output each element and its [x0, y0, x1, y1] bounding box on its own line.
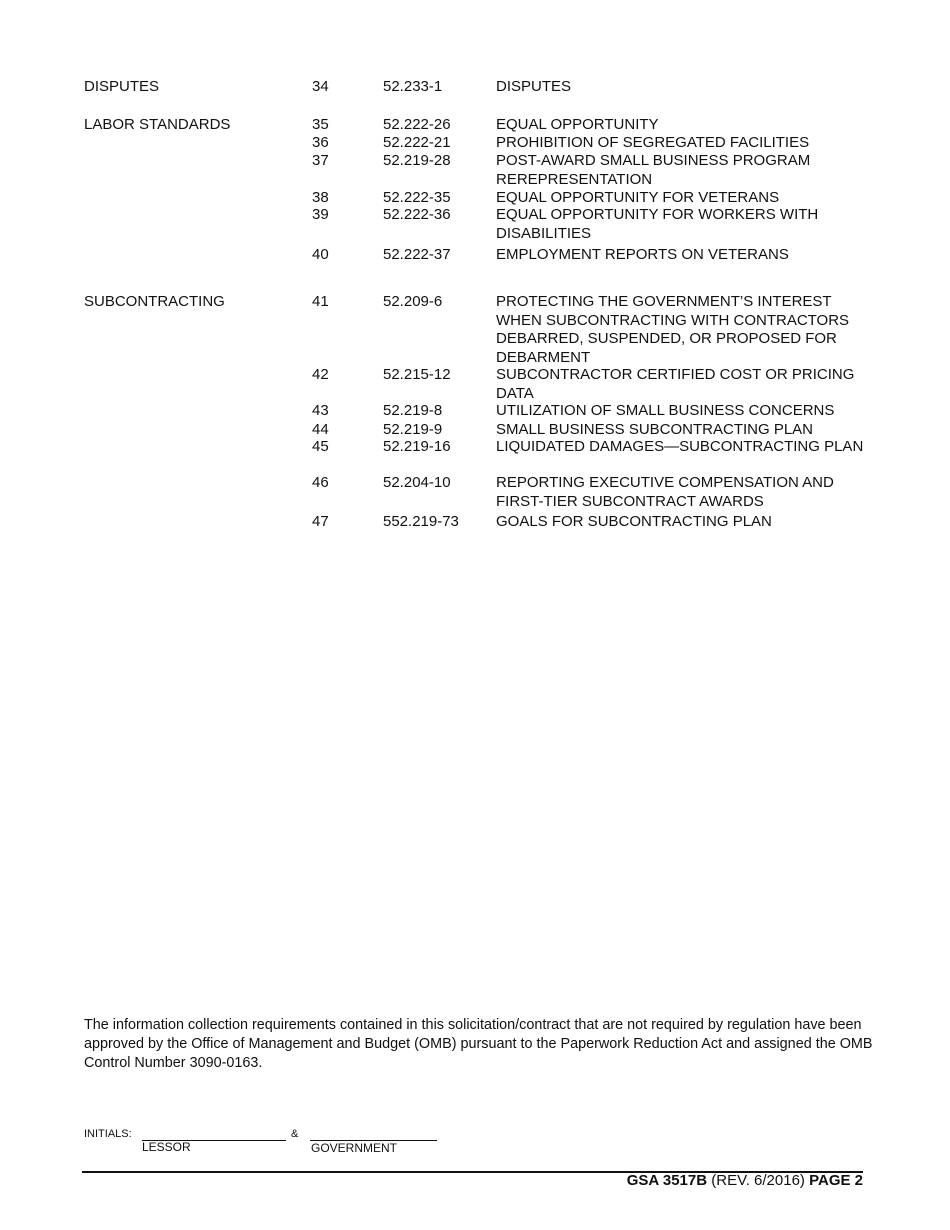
clause-number: 42 [312, 366, 329, 383]
clause-title: REPORTING EXECUTIVE COMPENSATION AND FIRST-TIER SUBCONTRACT AWARDS [496, 474, 834, 510]
clause-citation: 52.209-6 [383, 293, 443, 310]
clause-number: 47 [312, 513, 329, 530]
clause-number: 40 [312, 246, 329, 263]
clause-number: 45 [312, 438, 329, 455]
clause-title: UTILIZATION OF SMALL BUSINESS CONCERNS [496, 402, 835, 419]
form-id: GSA 3517B [626, 1172, 708, 1189]
clause-title: SUBCONTRACTOR CERTIFIED COST OR PRICING DATA [496, 366, 855, 402]
clause-number: 35 [312, 116, 329, 133]
clause-title: GOALS FOR SUBCONTRACTING PLAN [496, 513, 772, 530]
clause-citation: 52.222-35 [383, 189, 451, 206]
clause-citation: 52.219-9 [383, 421, 443, 438]
omb-notice: The information collection requirements contained in this solicitation/contract that are not required by regulation have been approved by the Office of Management and Budget (OMB) pursuant to the Paperwork Reduction Act and assigned the OMB Control Number 3090-0163. [84, 1017, 873, 1071]
clause-citation: 52.215-12 [383, 366, 451, 383]
section-category: LABOR STANDARDS [84, 116, 231, 133]
section-category: SUBCONTRACTING [84, 293, 225, 310]
clause-citation: 52.222-21 [383, 134, 451, 151]
clause-number: 38 [312, 189, 329, 206]
form-revision: (REV. 6/2016) [711, 1172, 805, 1189]
clause-citation: 52.222-36 [383, 206, 451, 223]
clause-number: 43 [312, 402, 329, 419]
clause-title: EQUAL OPPORTUNITY FOR WORKERS WITH DISABILITIES [496, 206, 819, 242]
initials-label: INITIALS: [84, 1128, 132, 1140]
clause-citation: 52.219-16 [383, 438, 451, 455]
clause-title: POST-AWARD SMALL BUSINESS PROGRAM REREPRESENTATION [496, 152, 811, 188]
clause-number: 34 [312, 78, 329, 95]
clause-title: LIQUIDATED DAMAGES—SUBCONTRACTING PLAN [496, 438, 864, 455]
clause-title: EQUAL OPPORTUNITY FOR VETERANS [496, 189, 780, 206]
ampersand: & [291, 1128, 299, 1140]
clause-citation: 52.233-1 [383, 78, 443, 95]
clause-citation: 52.222-37 [383, 246, 451, 263]
clause-citation: 52.219-28 [383, 152, 451, 169]
clause-title: EMPLOYMENT REPORTS ON VETERANS [496, 246, 789, 263]
clause-citation: 52.219-8 [383, 402, 443, 419]
clause-citation: 552.219-73 [383, 513, 459, 530]
clause-number: 41 [312, 293, 329, 310]
lessor-label: LESSOR [142, 1140, 191, 1154]
page-footer [627, 1172, 863, 1189]
clause-citation: 52.222-26 [383, 116, 451, 133]
government-label: GOVERNMENT [311, 1141, 398, 1155]
clause-title: PROHIBITION OF SEGREGATED FACILITIES [496, 134, 810, 151]
clause-title: DISPUTES [496, 78, 572, 95]
clause-number: 37 [312, 152, 329, 169]
clause-citation: 52.204-10 [383, 474, 451, 491]
clause-number: 39 [312, 206, 329, 223]
clause-number: 44 [312, 421, 329, 438]
clause-title: PROTECTING THE GOVERNMENT’S INTEREST WHEN SUBCONTRACTING WITH CONTRACTORS DEBARRED, SUSPENDED, OR PROPOSED FOR DEBARMENT [496, 293, 850, 367]
clause-number: 36 [312, 134, 329, 151]
clause-title: SMALL BUSINESS SUBCONTRACTING PLAN [496, 421, 814, 438]
clause-number: 46 [312, 474, 329, 491]
section-category: DISPUTES [84, 78, 160, 95]
clause-title: EQUAL OPPORTUNITY [496, 116, 659, 133]
page-number: PAGE 2 [809, 1172, 863, 1189]
